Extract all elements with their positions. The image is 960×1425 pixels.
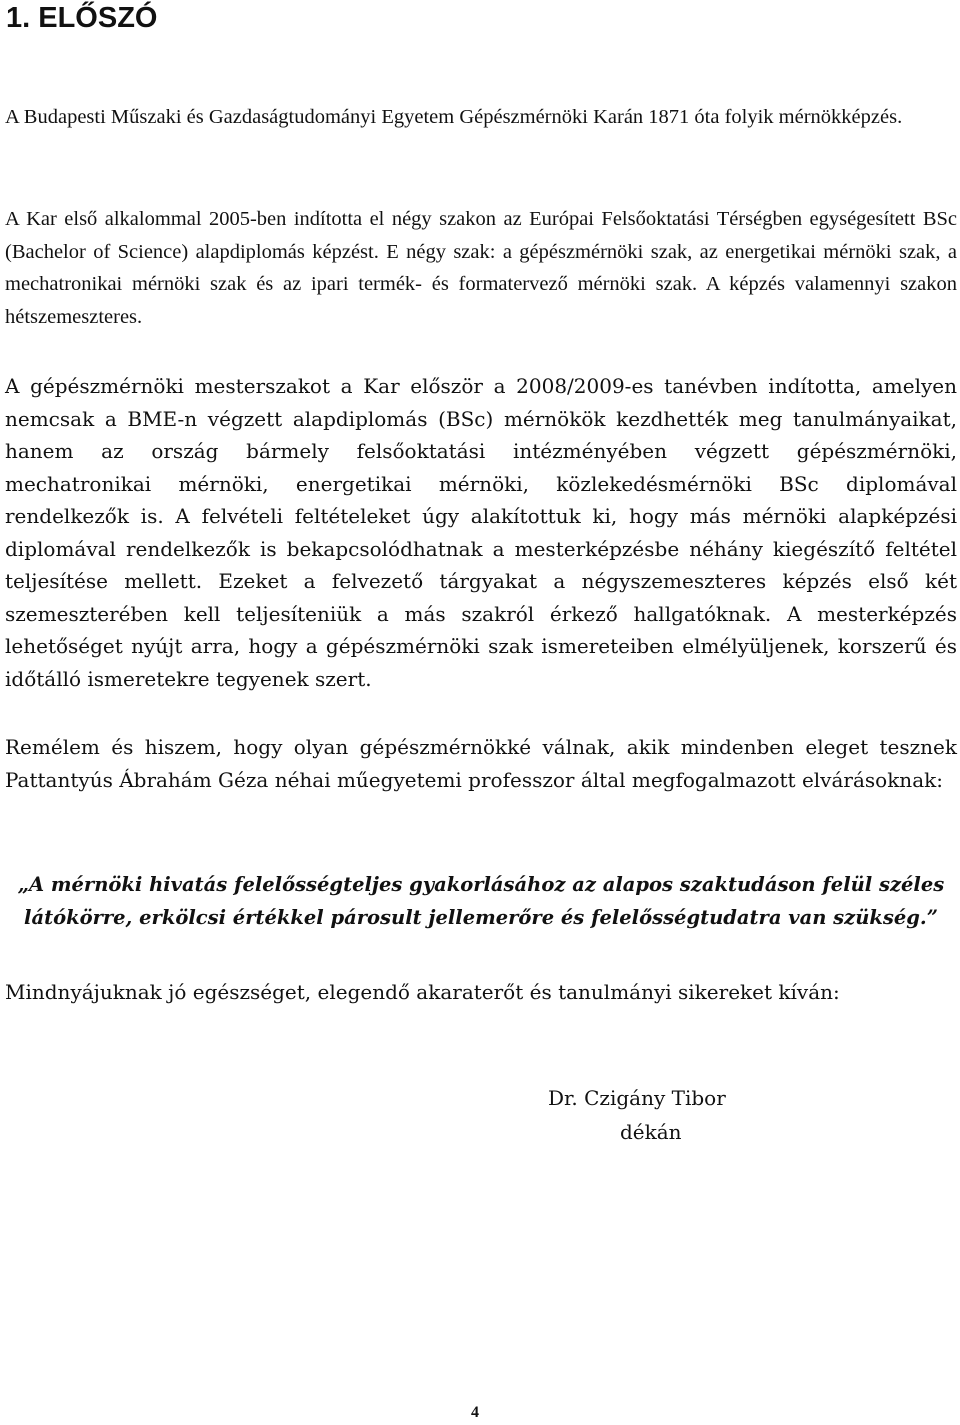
bsc-paragraph: A Kar első alkalommal 2005-ben indította el négy szakon az Európai Felsőoktatási Térségben egységesített BSc (Bachelor of Science) alapdiplomás képzést. E négy szak: a gépészmérnöki szak, az energetikai mérnöki szak, a mechatronikai mérnöki szak és az ipari termék- és formatervező mérnöki szak. A képzés valamennyi szakon hétszemeszteres. bbox=[5, 208, 957, 328]
signature-name: Dr. Czigány Tibor bbox=[548, 1086, 726, 1110]
signature-title: dékán bbox=[620, 1120, 682, 1144]
signature-block bbox=[548, 1081, 748, 1149]
section-heading: 1. ELŐSZÓ bbox=[6, 2, 158, 34]
closing-line: Mindnyájuknak jó egészséget, elegendő akaraterőt és tanulmányi sikereket kíván: bbox=[5, 980, 840, 1004]
msc-paragraph: A gépészmérnöki mesterszakot a Kar először a 2008/2009-es tanévben indította, amelyen nemcsak a BME-n végzett alapdiplomás (BSc) mérnökök kezdhették meg tanulmányaikat, hanem az ország bármely felsőoktatási intézményében végzett gépészmérnöki, mechatronikai mérnöki, energetikai mérnöki, közlekedésmérnöki BSc diplomával rendelkezők is. A felvételi feltételeket úgy alakítottuk ki, hogy más mérnöki alapképzési diplomával rendelkezők is bekapcsolódhatnak a mesterképzésbe néhány kiegészítő feltétel teljesítése mellett. Ezeket a felvezető tárgyakat a négyszemeszteres képzés első két szemeszterében kell teljesíteniük a más szakról érkező hallgatóknak. A mesterképzés lehetőséget nyújt arra, hogy a gépészmérnöki szak ismereteiben elmélyüljenek, korszerű és időtálló ismeretekre tegyenek szert. bbox=[5, 374, 957, 691]
expectation-paragraph: Remélem és hiszem, hogy olyan gépészmérnökké válnak, akik mindenben eleget tesznek Pattantyús Ábrahám Géza néhai műegyetemi professzor által megfogalmazott elvárásoknak: bbox=[5, 735, 957, 792]
quote-block: „A mérnöki hivatás felelősségteljes gyakorlásához az alapos szaktudáson felül széles látókörre, erkölcsi értékkel párosult jellemerőre és felelősségtudatra van szükség.” bbox=[17, 873, 945, 929]
intro-paragraph: A Budapesti Műszaki és Gazdaságtudományi Egyetem Gépészmérnöki Karán 1871 óta folyik mérnökképzés. bbox=[5, 106, 903, 128]
page-number: 4 bbox=[471, 1404, 479, 1421]
